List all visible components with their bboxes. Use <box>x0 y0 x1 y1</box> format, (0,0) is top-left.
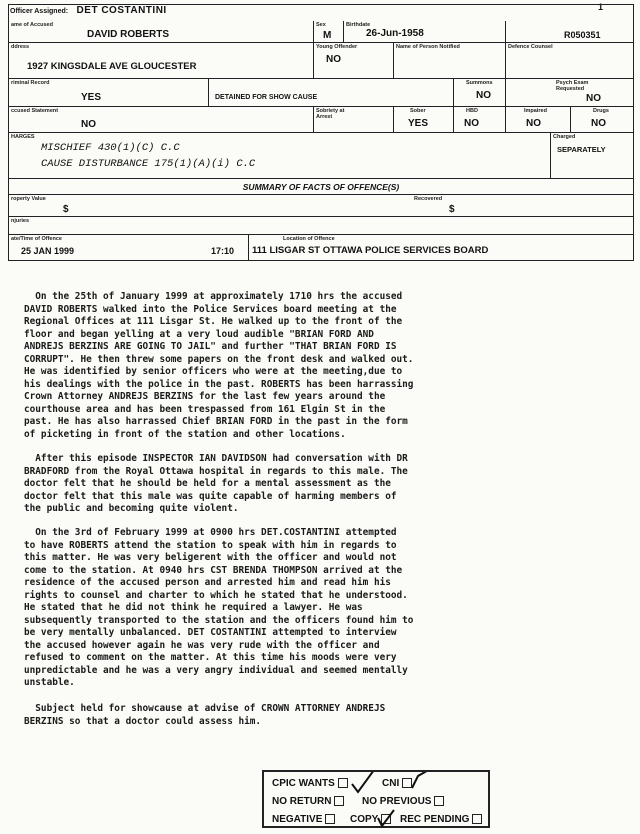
address-value: 1927 KINGSDALE AVE GLOUCESTER <box>27 61 197 72</box>
charged-value: SEPARATELY <box>557 145 606 154</box>
no-return-item <box>272 796 344 807</box>
cpic-stamp <box>262 770 490 828</box>
narrative-line: He stated that he did not think he required a lawyer. He was <box>24 602 363 613</box>
sobriety-label: Sobriety at Arrest <box>316 108 345 120</box>
charged-cell <box>551 133 635 178</box>
narrative-line: come to the station. At 0940 hrs CST BRENDA THOMPSON arrived at the <box>24 564 403 576</box>
drugs-label: Drugs <box>593 108 609 114</box>
narrative-line: past. He has also harrassed Chief BRIAN FORD in the past in the form <box>24 416 408 427</box>
address-cell <box>9 43 314 78</box>
psych-exam-value: NO <box>586 93 601 104</box>
offence-datetime-label: ate/Time of Offence <box>11 236 62 242</box>
accused-statement-value: NO <box>81 119 96 130</box>
corner-number: 1 <box>598 2 604 12</box>
offence-location-cell <box>249 235 635 260</box>
charges-cell <box>9 133 551 178</box>
form-row-address <box>9 43 633 79</box>
offence-datetime-cell <box>9 235 249 260</box>
young-offender-label: Young Offender <box>316 44 358 50</box>
narrative-line: Regional Offices at 111 Lisgar St. He walked up to the front of the <box>24 316 403 327</box>
no-return-label: NO RETURN <box>272 796 332 807</box>
accused-statement-cell <box>9 107 314 132</box>
file-cell <box>506 21 635 42</box>
offence-location: 111 LISGAR ST OTTAWA POLICE SERVICES BOARD <box>252 245 489 256</box>
narrative-line: of picketing in front of the station and other locations. <box>24 428 346 440</box>
narrative-line: refused to comment on the matter. At this time his moods were very <box>24 652 397 663</box>
dob-label: Birthdate <box>346 22 371 28</box>
narrative-line: BRADFORD from the Royal Ottawa hospital in regards to this male. The <box>24 465 408 477</box>
no-previous-item <box>362 796 444 807</box>
no-previous-label: NO PREVIOUS <box>362 796 432 807</box>
sex-label: Sex <box>316 22 326 28</box>
drugs-value: NO <box>591 118 606 129</box>
narrative-line: Subject held for showcause at advise of CROWN ATTORNEY ANDREJS <box>24 703 386 714</box>
drugs-cell <box>571 107 635 132</box>
form-row-injuries <box>9 217 633 235</box>
narrative-line: CORRUPT". He then threw some papers on the front desk and walked out. <box>24 353 414 365</box>
defence-counsel-cell <box>506 43 635 78</box>
narrative-line: rights to counsel and charter to which he stated that he understood. <box>24 589 408 601</box>
recovered-dollar: $ <box>449 204 455 215</box>
narrative-line: ANDREJS BERZINS ARE GOING TO JAIL" and further "THAT BRIAN FORD IS <box>24 341 397 352</box>
narrative-line: be very mentally unbalanced. DET COSTANTINI attempted to interview <box>24 627 397 638</box>
hbd-cell <box>454 107 506 132</box>
hbd-label: HBD <box>466 108 478 114</box>
officer-value: DET COSTANTINI <box>76 5 167 16</box>
dob-cell <box>344 21 506 42</box>
narrative-line: BERZINS so that a doctor could assess him. <box>24 715 262 727</box>
charge-line-2: CAUSE DISTURBANCE 175(1)(A)(i) C.C <box>41 158 256 170</box>
form-row-record <box>9 79 633 107</box>
accused-value: DAVID ROBERTS <box>87 29 170 40</box>
officer-label: Officer Assigned: <box>10 8 69 15</box>
summons-label: Summons <box>466 80 493 86</box>
narrative-paragraph-1 <box>24 291 624 441</box>
copy-checkbox <box>381 814 391 824</box>
form-row-statement <box>9 107 633 133</box>
narrative-line: floor and began yelling at a very loud audible "BRIAN FORD AND <box>24 328 374 340</box>
file-number: R050351 <box>564 30 601 40</box>
rec-pending-checkbox <box>472 814 482 824</box>
narrative-line: unpredictable and he was a very angry individual and seemed mentally <box>24 664 408 676</box>
offence-date: 25 JAN 1999 <box>21 246 75 256</box>
criminal-record-value: YES <box>81 92 102 103</box>
sober-value: YES <box>408 118 429 129</box>
property-dollar: $ <box>63 204 69 215</box>
cni-item <box>382 778 412 789</box>
criminal-record-cell <box>9 79 209 106</box>
narrative-line: the accused however again he was very rude with the officer and <box>24 639 380 651</box>
impaired-value: NO <box>526 118 541 129</box>
recovered-label: Recovered <box>414 196 443 202</box>
form-row-property <box>9 195 633 217</box>
rec-pending-item <box>400 814 482 825</box>
form-row-offence <box>9 235 633 260</box>
accused-cell <box>9 21 314 42</box>
narrative-line: After this episode INSPECTOR IAN DAVIDSON had conversation with DR <box>24 453 408 464</box>
narrative-line: the public and becoming quite violent. <box>24 503 239 514</box>
narrative-line: unstable. <box>24 677 75 688</box>
no-return-checkbox <box>334 796 344 806</box>
narrative-line: courthouse area and has been trespassed from 161 Elgin St in the <box>24 403 386 415</box>
form-row-charges <box>9 133 633 179</box>
narrative-line: doctor felt that this male was quite capable of harming members of <box>24 490 397 502</box>
rec-pending-label: REC PENDING <box>400 814 470 825</box>
sober-label: Sober <box>410 108 426 114</box>
offence-location-label: Location of Offence <box>283 236 335 242</box>
narrative-line: residence of the accused person and arrested him and read him his <box>24 577 391 588</box>
offence-time: 17:10 <box>211 246 235 256</box>
narrative-line: On the 3rd of February 1999 at 0900 hrs DET.COSTANTINI attempted <box>24 527 397 538</box>
sex-cell <box>314 21 344 42</box>
accused-label: ame of Accused <box>11 22 53 28</box>
copy-label: COPY <box>350 814 379 825</box>
negative-checkbox <box>325 814 335 824</box>
narrative-line: He was identified by senior officers who were at the meeting,due to <box>24 366 403 377</box>
cni-checkbox <box>402 778 412 788</box>
charge-line-1: MISCHIEF 430(1)(C) C.C <box>41 142 180 154</box>
charged-label: Charged <box>553 134 576 140</box>
narrative-line: his dealings with the police in the past. ROBERTS has been harrassing <box>24 378 414 390</box>
form-row-accused <box>9 21 633 43</box>
young-offender-cell <box>314 43 394 78</box>
narrative-line: this matter. He was very beligerent with the officer and would not <box>24 552 397 563</box>
narrative-line: On the 25th of January 1999 at approximately 1710 hrs the accused <box>24 291 403 302</box>
sober-cell <box>394 107 454 132</box>
injuries-label: njuries <box>11 218 30 224</box>
copy-item <box>350 814 391 825</box>
cpic-wants-checkbox <box>338 778 348 788</box>
narrative-line: subsequently transported to the station and the officers found him to <box>24 614 414 626</box>
detained-text: DETAINED FOR SHOW CAUSE <box>215 94 318 101</box>
address-label: ddress <box>11 44 30 50</box>
property-value-label: roperty Value <box>11 196 46 202</box>
summons-value: NO <box>476 90 491 101</box>
person-notified-cell <box>394 43 506 78</box>
cpic-wants-item <box>272 778 348 789</box>
hbd-value: NO <box>464 118 479 129</box>
summons-cell <box>454 79 506 106</box>
narrative-paragraph-2 <box>24 453 624 516</box>
narrative-line: DAVID ROBERTS walked into the Police Services board meeting at the <box>24 303 397 315</box>
narrative-line: doctor felt that he should be held for a mental assessment as the <box>24 478 391 489</box>
narrative-line: to have ROBERTS attend the station to speak with him in regards to <box>24 539 397 551</box>
charges-label: HARGES <box>11 134 35 140</box>
narrative-paragraph-4 <box>24 703 624 728</box>
person-notified-label: Name of Person Notified <box>396 44 460 50</box>
psych-exam-cell <box>506 79 635 106</box>
cpic-wants-label: CPIC WANTS <box>272 778 335 789</box>
defence-counsel-label: Defence Counsel <box>508 44 553 50</box>
sex-value: M <box>323 30 332 41</box>
summary-title: SUMMARY OF FACTS OF OFFENCE(S) <box>242 182 400 192</box>
criminal-record-label: riminal Record <box>11 80 50 86</box>
sobriety-cell <box>314 107 394 132</box>
accused-statement-label: ccused Statement <box>11 108 59 114</box>
psych-exam-label: Psych Exam Requested <box>556 80 589 92</box>
negative-item <box>272 814 335 825</box>
impaired-cell <box>506 107 571 132</box>
young-offender-value: NO <box>326 54 341 65</box>
detained-cell <box>209 79 454 106</box>
occurrence-form <box>8 4 634 261</box>
summary-title-row <box>9 179 633 195</box>
narrative-paragraph-3 <box>24 527 624 690</box>
narrative-line: Crown Attorney ANDREJS BERZINS for the last few years around the <box>24 391 386 402</box>
impaired-label: Impaired <box>524 108 547 114</box>
no-previous-checkbox <box>434 796 444 806</box>
dob-value: 26-Jun-1958 <box>366 28 424 39</box>
cni-label: CNI <box>382 778 400 789</box>
negative-label: NEGATIVE <box>272 814 323 825</box>
